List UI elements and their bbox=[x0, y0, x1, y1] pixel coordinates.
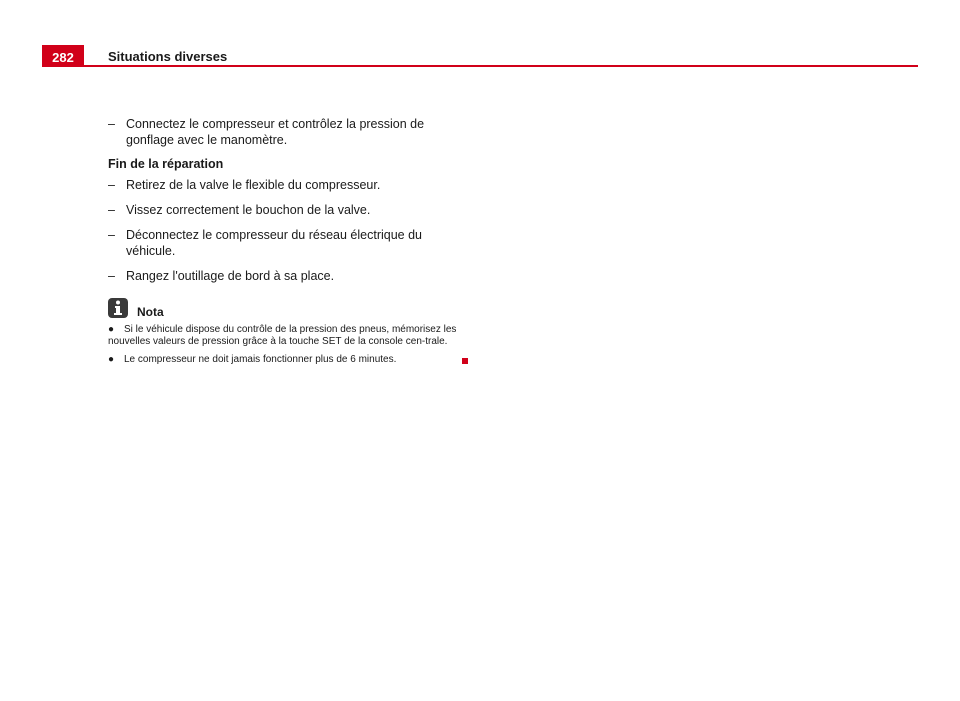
end-of-section-mark bbox=[462, 358, 468, 364]
step-text: Déconnectez le compresseur du réseau électrique du véhicule. bbox=[126, 228, 423, 258]
dash-marker: – bbox=[108, 269, 115, 283]
step-item bbox=[108, 177, 468, 193]
step-item bbox=[108, 268, 468, 284]
note-title: Nota bbox=[137, 305, 164, 319]
main-content bbox=[108, 116, 468, 372]
dash-marker: – bbox=[108, 178, 115, 192]
step-item bbox=[108, 202, 468, 218]
section-title: Situations diverses bbox=[108, 49, 228, 64]
bullet-marker: ● bbox=[108, 354, 115, 365]
page-header bbox=[42, 45, 918, 67]
dash-marker: – bbox=[108, 203, 115, 217]
note-text: Le compresseur ne doit jamais fonctionner plus de 6 minutes. bbox=[124, 354, 397, 365]
step-text: Retirez de la valve le flexible du compresseur. bbox=[126, 178, 381, 192]
step-item bbox=[108, 116, 468, 148]
step-text: Vissez correctement le bouchon de la valve. bbox=[126, 203, 371, 217]
dash-marker: – bbox=[108, 117, 115, 131]
header-rule bbox=[42, 65, 918, 67]
step-item bbox=[108, 227, 468, 259]
bullet-marker: ● bbox=[108, 324, 115, 335]
step-text: Rangez l'outillage de bord à sa place. bbox=[126, 269, 335, 283]
note-item bbox=[108, 324, 468, 348]
note-text: Si le véhicule dispose du contrôle de la pression des pneus, mémorisez les nouvelles valeurs de pression grâce à la touche SET de la console cen-trale. bbox=[108, 324, 457, 347]
subheading: Fin de la réparation bbox=[108, 157, 224, 171]
dash-marker: – bbox=[108, 228, 115, 242]
note-item bbox=[108, 354, 468, 366]
info-i-icon bbox=[108, 298, 128, 318]
step-text: Connectez le compresseur et contrôlez la pression de gonflage avec le manomètre. bbox=[126, 117, 425, 147]
page-number: 282 bbox=[42, 45, 84, 67]
note-header bbox=[108, 298, 468, 318]
